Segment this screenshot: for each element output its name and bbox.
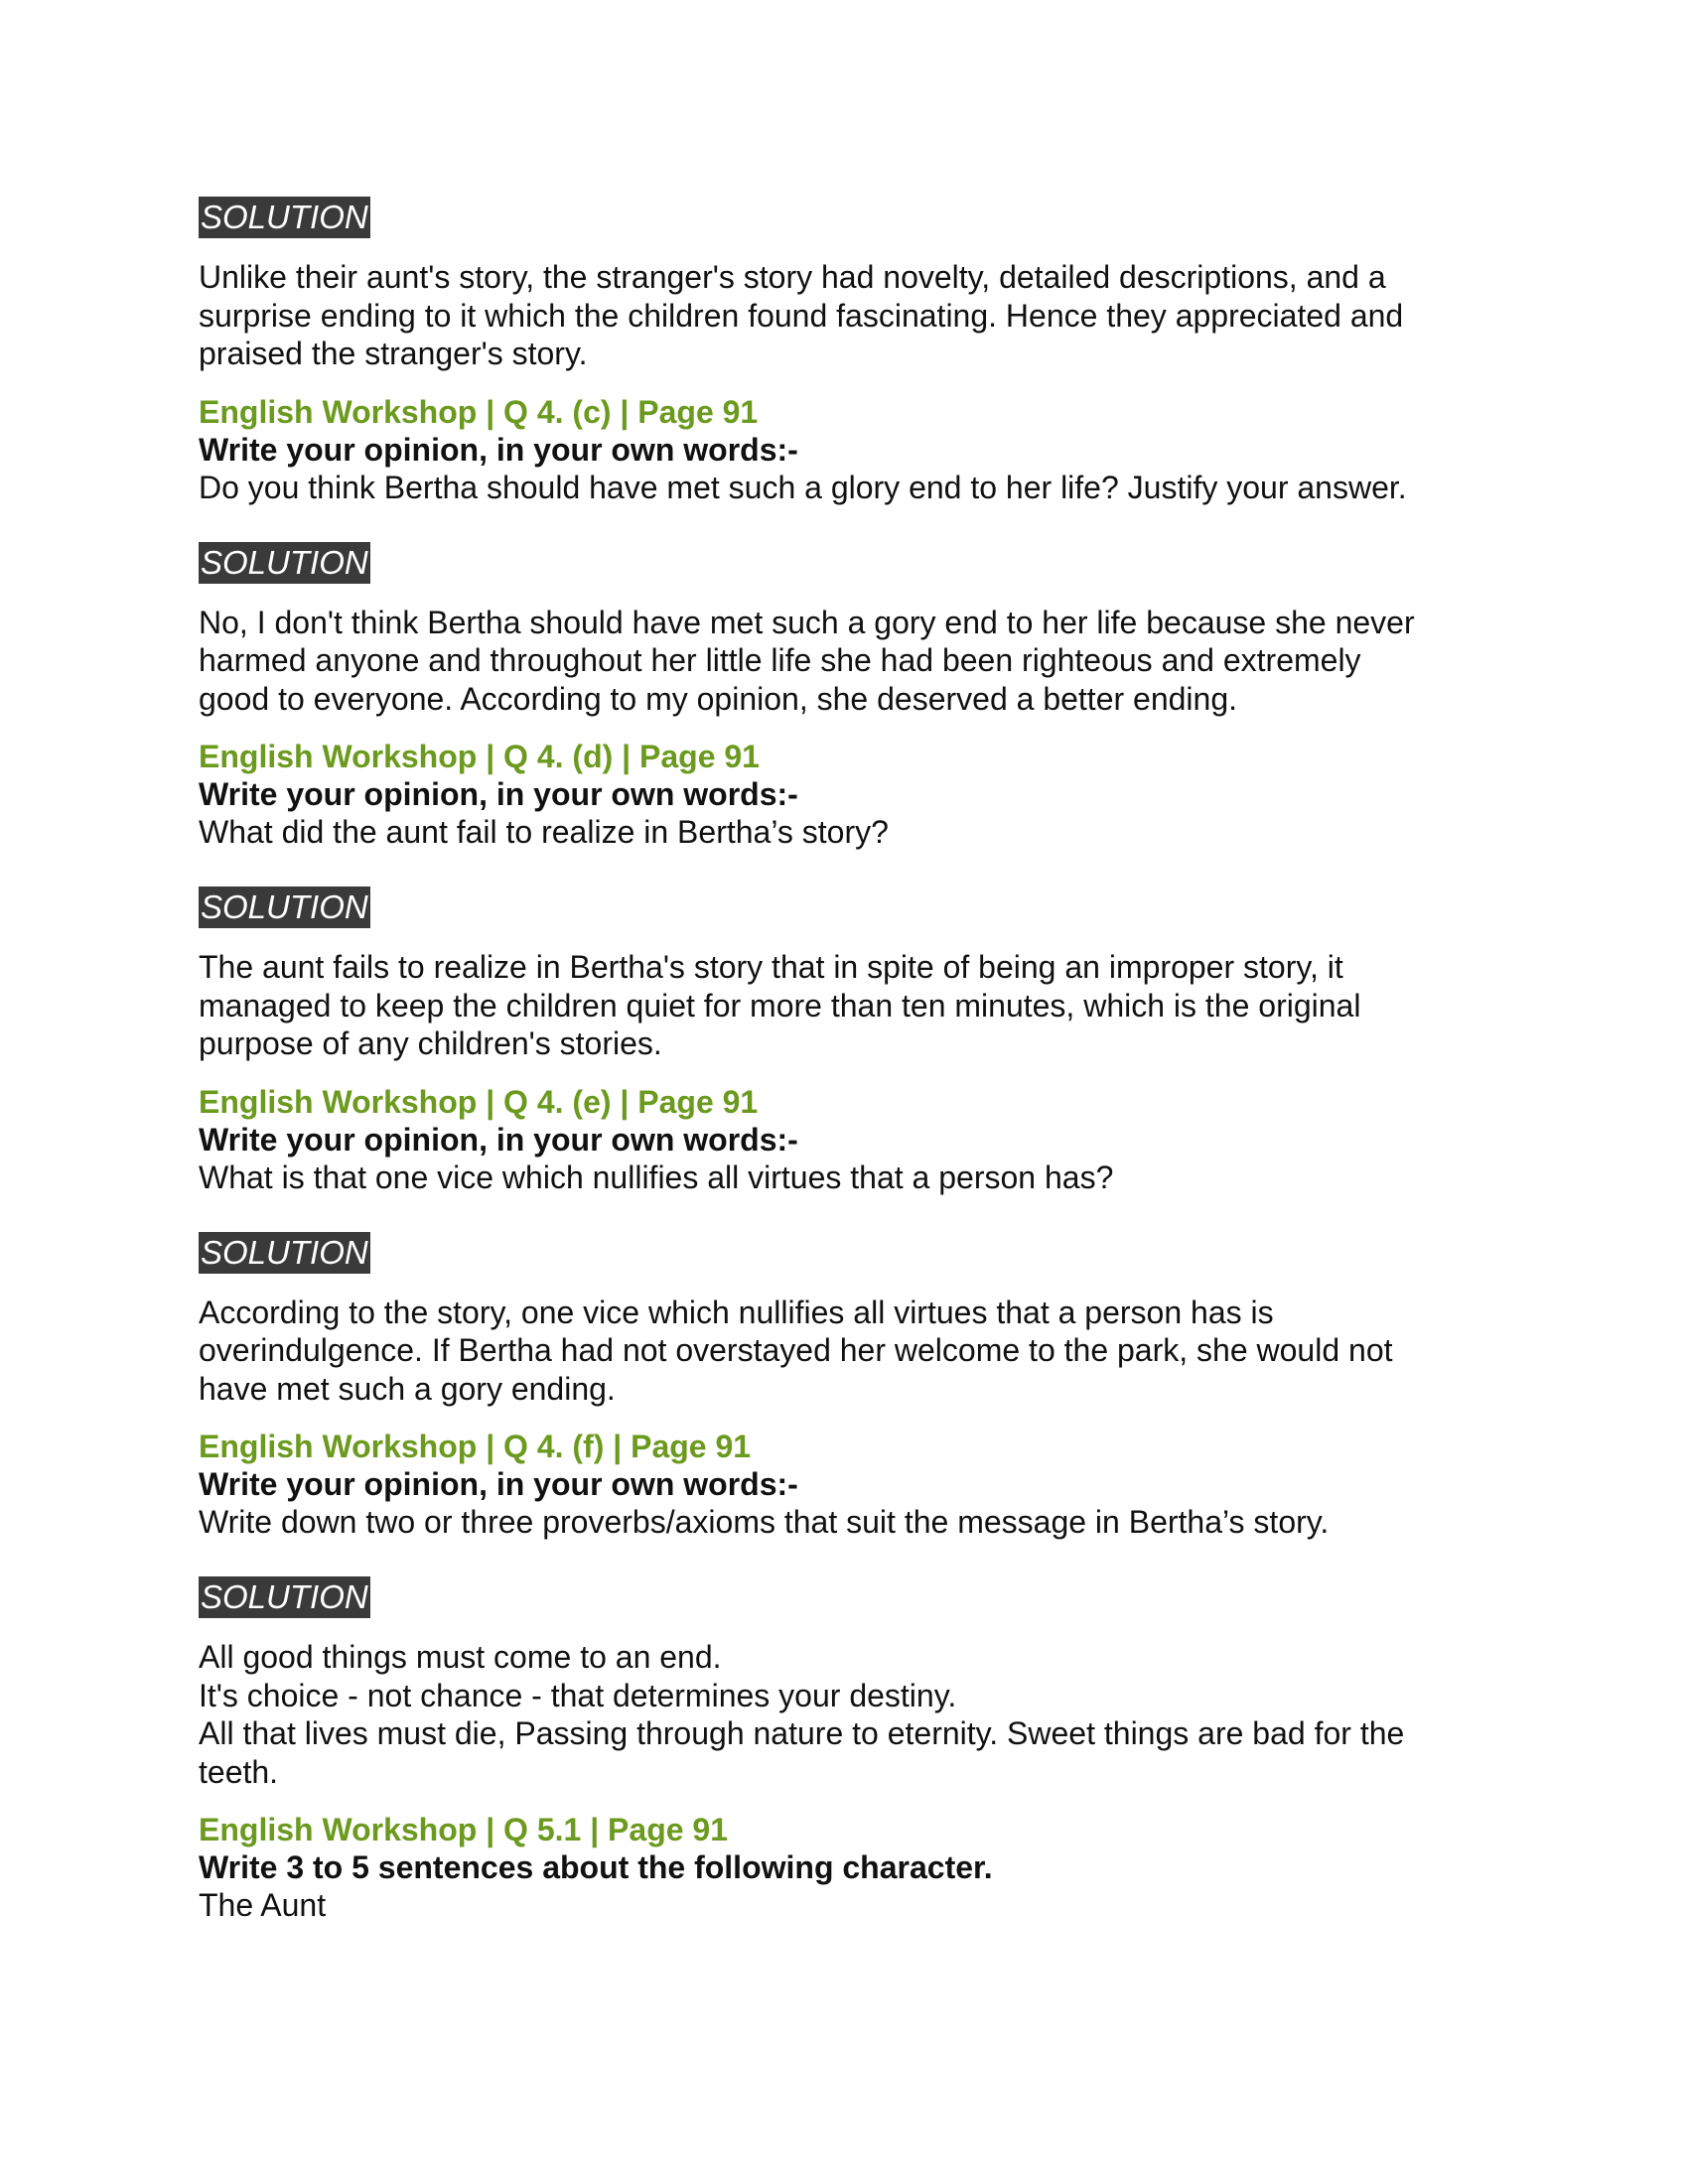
answer-line: managed to keep the children quiet for more than ten minutes, which is the original: [199, 987, 1361, 1024]
answer-line: good to everyone. According to my opinion, she deserved a better ending.: [199, 680, 1238, 717]
solution-answer: [199, 258, 1489, 373]
solution-label: SOLUTION: [199, 887, 370, 928]
solution-answer: [199, 948, 1489, 1063]
answer-line: All that lives must die, Passing through nature to eternity. Sweet things are bad for the: [199, 1715, 1405, 1751]
solution-label: SOLUTION: [199, 542, 370, 584]
solution-section: [199, 197, 1489, 542]
answer-line: overindulgence. If Bertha had not overstayed her welcome to the park, she would not: [199, 1332, 1393, 1368]
answer-line: purpose of any children's stories.: [199, 1025, 662, 1061]
question-instruction: Write 3 to 5 sentences about the following character.: [199, 1849, 993, 1885]
answer-line: praised the stranger's story.: [199, 336, 588, 371]
question-text: Do you think Bertha should have met such a glory end to her life? Justify your answer.: [199, 469, 1407, 505]
solution-section: [199, 542, 1489, 887]
document-page: [199, 197, 1489, 1924]
solution-section: [199, 887, 1489, 1232]
solution-section: [199, 1232, 1489, 1577]
solution-answer: [199, 604, 1489, 719]
question-heading: English Workshop | Q 4. (c) | Page 91: [199, 393, 759, 430]
solution-label: SOLUTION: [199, 1232, 370, 1274]
question-heading: English Workshop | Q 4. (d) | Page 91: [199, 739, 760, 774]
answer-line: The aunt fails to realize in Bertha's story that in spite of being an improper story, it: [199, 949, 1343, 985]
solution-answer: [199, 1638, 1489, 1791]
question-heading: English Workshop | Q 4. (e) | Page 91: [199, 1083, 759, 1120]
answer-line: It's choice - not chance - that determines your destiny.: [199, 1677, 957, 1713]
question-heading: English Workshop | Q 4. (f) | Page 91: [199, 1429, 752, 1464]
question-text: The Aunt: [199, 1887, 327, 1923]
answer-line: surprise ending to it which the children found fascinating. Hence they appreciated and: [199, 297, 1404, 334]
answer-line: Unlike their aunt's story, the stranger's story had novelty, detailed descriptions, and a: [199, 259, 1386, 295]
question-instruction: Write your opinion, in your own words:-: [199, 1466, 798, 1502]
answer-line: No, I don't think Bertha should have met such a gory end to her life because she never: [199, 604, 1415, 640]
question-instruction: Write your opinion, in your own words:-: [199, 776, 798, 812]
solution-answer: [199, 1294, 1489, 1409]
solution-label: SOLUTION: [199, 197, 370, 238]
question-text: What did the aunt fail to realize in Bertha’s story?: [199, 814, 889, 850]
question-instruction: Write your opinion, in your own words:-: [199, 431, 798, 468]
answer-line: harmed anyone and throughout her little life she had been righteous and extremely: [199, 642, 1361, 678]
answer-line: According to the story, one vice which nullifies all virtues that a person has is: [199, 1294, 1274, 1330]
question-instruction: Write your opinion, in your own words:-: [199, 1121, 798, 1158]
question-heading: English Workshop | Q 5.1 | Page 91: [199, 1812, 729, 1847]
question-text: Write down two or three proverbs/axioms that suit the message in Bertha’s story.: [199, 1504, 1330, 1540]
solution-label: SOLUTION: [199, 1576, 370, 1618]
answer-line: have met such a gory ending.: [199, 1370, 616, 1407]
solution-section: [199, 1576, 1489, 1924]
answer-line: teeth.: [199, 1753, 279, 1790]
answer-line: All good things must come to an end.: [199, 1639, 722, 1675]
question-text: What is that one vice which nullifies all virtues that a person has?: [199, 1159, 1114, 1195]
